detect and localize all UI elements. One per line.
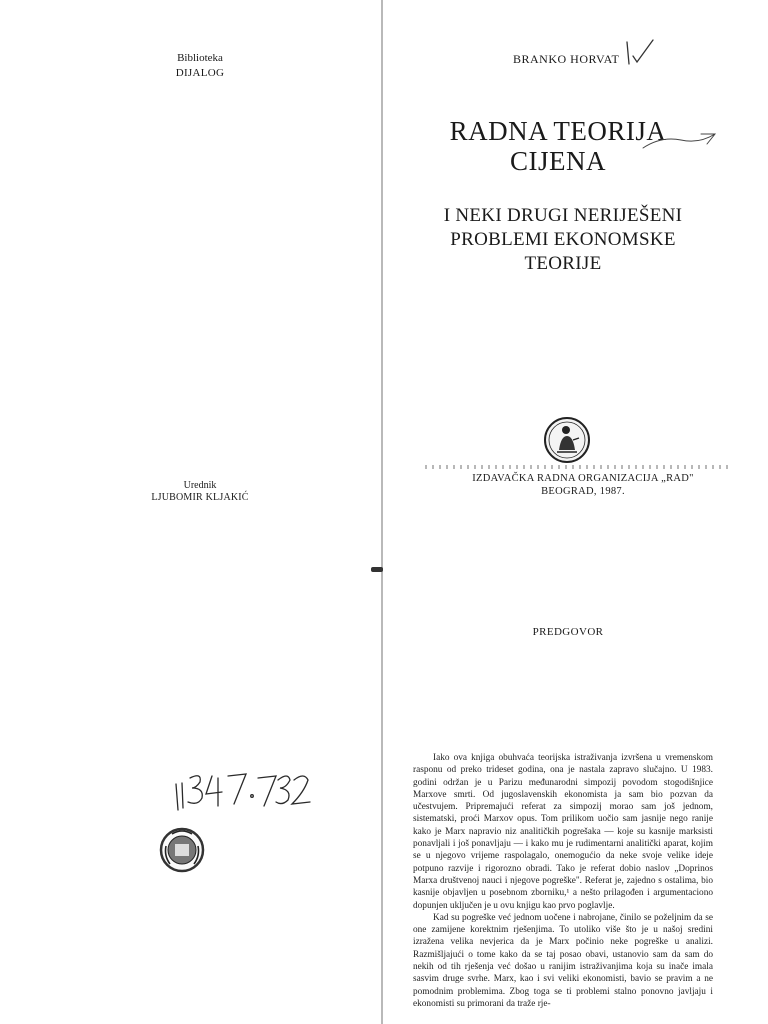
preface-heading: PREDGOVOR bbox=[532, 626, 604, 638]
publisher-name: IZDAVAČKA RADNA ORGANIZACIJA „RAD" bbox=[472, 473, 694, 484]
library-stamp bbox=[158, 826, 206, 874]
subtitle-line: TEORIJE bbox=[524, 253, 602, 274]
preface-text bbox=[413, 752, 713, 1010]
dotted-rule bbox=[425, 465, 733, 469]
right-page bbox=[383, 0, 768, 1024]
preface-paragraph: Kad su pogreške već jednom uočene i nabrojane, činilo se poželjnim da se one zamijene korektnim rješenjima. To utoliko više što je u našoj sredini izražena velika nevjerica da je Marx počinio neke pogreške u analizi. Razmišljajući o tome kako da se taj posao obavi, ustanovio sam da sam do nekih od tih rješenja već došao u ranijim istraživanjima koja su inače imala sasvim druge svrhe. Marx, kao i svi veliki ekonomisti, bavio se pravim a ne pomodnim problemima. Zbog toga se ti problemi stalno ponovno javljaju i ekonomisti su primorani da traže rje- bbox=[413, 912, 713, 1009]
handwritten-shelfmark bbox=[172, 766, 312, 812]
publisher-place-year: BEOGRAD, 1987. bbox=[541, 486, 625, 497]
preface-paragraph: Iako ova knjiga obuhvaća teorijska istraživanja izvršena u vremenskom rasponu od preko trideset godina, ona je nastala zapravo slučajno. U 1983. godini održan je u Parizu međunarodni simpozij povodom stogodišnjice Marxove smrti. Od jugoslavenskih ekonomista ja sam bio pozvan da učestvujem. Pripremajući referat za simpozij morao sam još jednom, sistematski, proći Marxov opus. Tom prilikom uočio sam jasnije nego ranije kako je Marx napravio niz analitičkih pogrešaka — koje su kasnije marksisti ponavljali i još ponavljaju — i kako mu je rudimentarni analitički aparat, kojim se u njegovo vrijeme raspolagalo, onemogućio da neke svoje velike ideje potpuno razvije i rigorozno obradi. Tako je referat dobio naslov „Doprinos Marxa društvenoj nauci i njegove pogreške". Referat je, zajedno s ostalima, bio kasnije objavljen u posebnom zborniku,¹ a nešto prilagođen i argumentaciono dopunjen uključen je u ovu knjigu kao prvo poglavlje. bbox=[413, 753, 713, 911]
book-subtitle bbox=[418, 204, 708, 276]
pencil-check-mark bbox=[623, 36, 657, 68]
left-page bbox=[0, 0, 381, 1024]
editor-label: Urednik bbox=[183, 480, 217, 491]
gutter-clip bbox=[371, 567, 383, 572]
publisher-info bbox=[438, 472, 728, 498]
publisher-logo bbox=[543, 416, 591, 464]
book-title-line-2: CIJENA bbox=[510, 146, 606, 176]
book-title-line-1: RADNA TEORIJA bbox=[449, 116, 667, 146]
editor-name: LJUBOMIR KLJAKIĆ bbox=[151, 492, 249, 503]
subtitle-line: I NEKI DRUGI NERIJEŠENI bbox=[443, 205, 683, 226]
author-name: BRANKO HORVAT bbox=[513, 52, 620, 66]
series-name: DIJALOG bbox=[175, 67, 225, 79]
pencil-annotation-mark bbox=[641, 126, 717, 156]
subtitle-line: PROBLEMI EKONOMSKE bbox=[450, 229, 676, 250]
series-label: Biblioteka bbox=[177, 52, 223, 64]
